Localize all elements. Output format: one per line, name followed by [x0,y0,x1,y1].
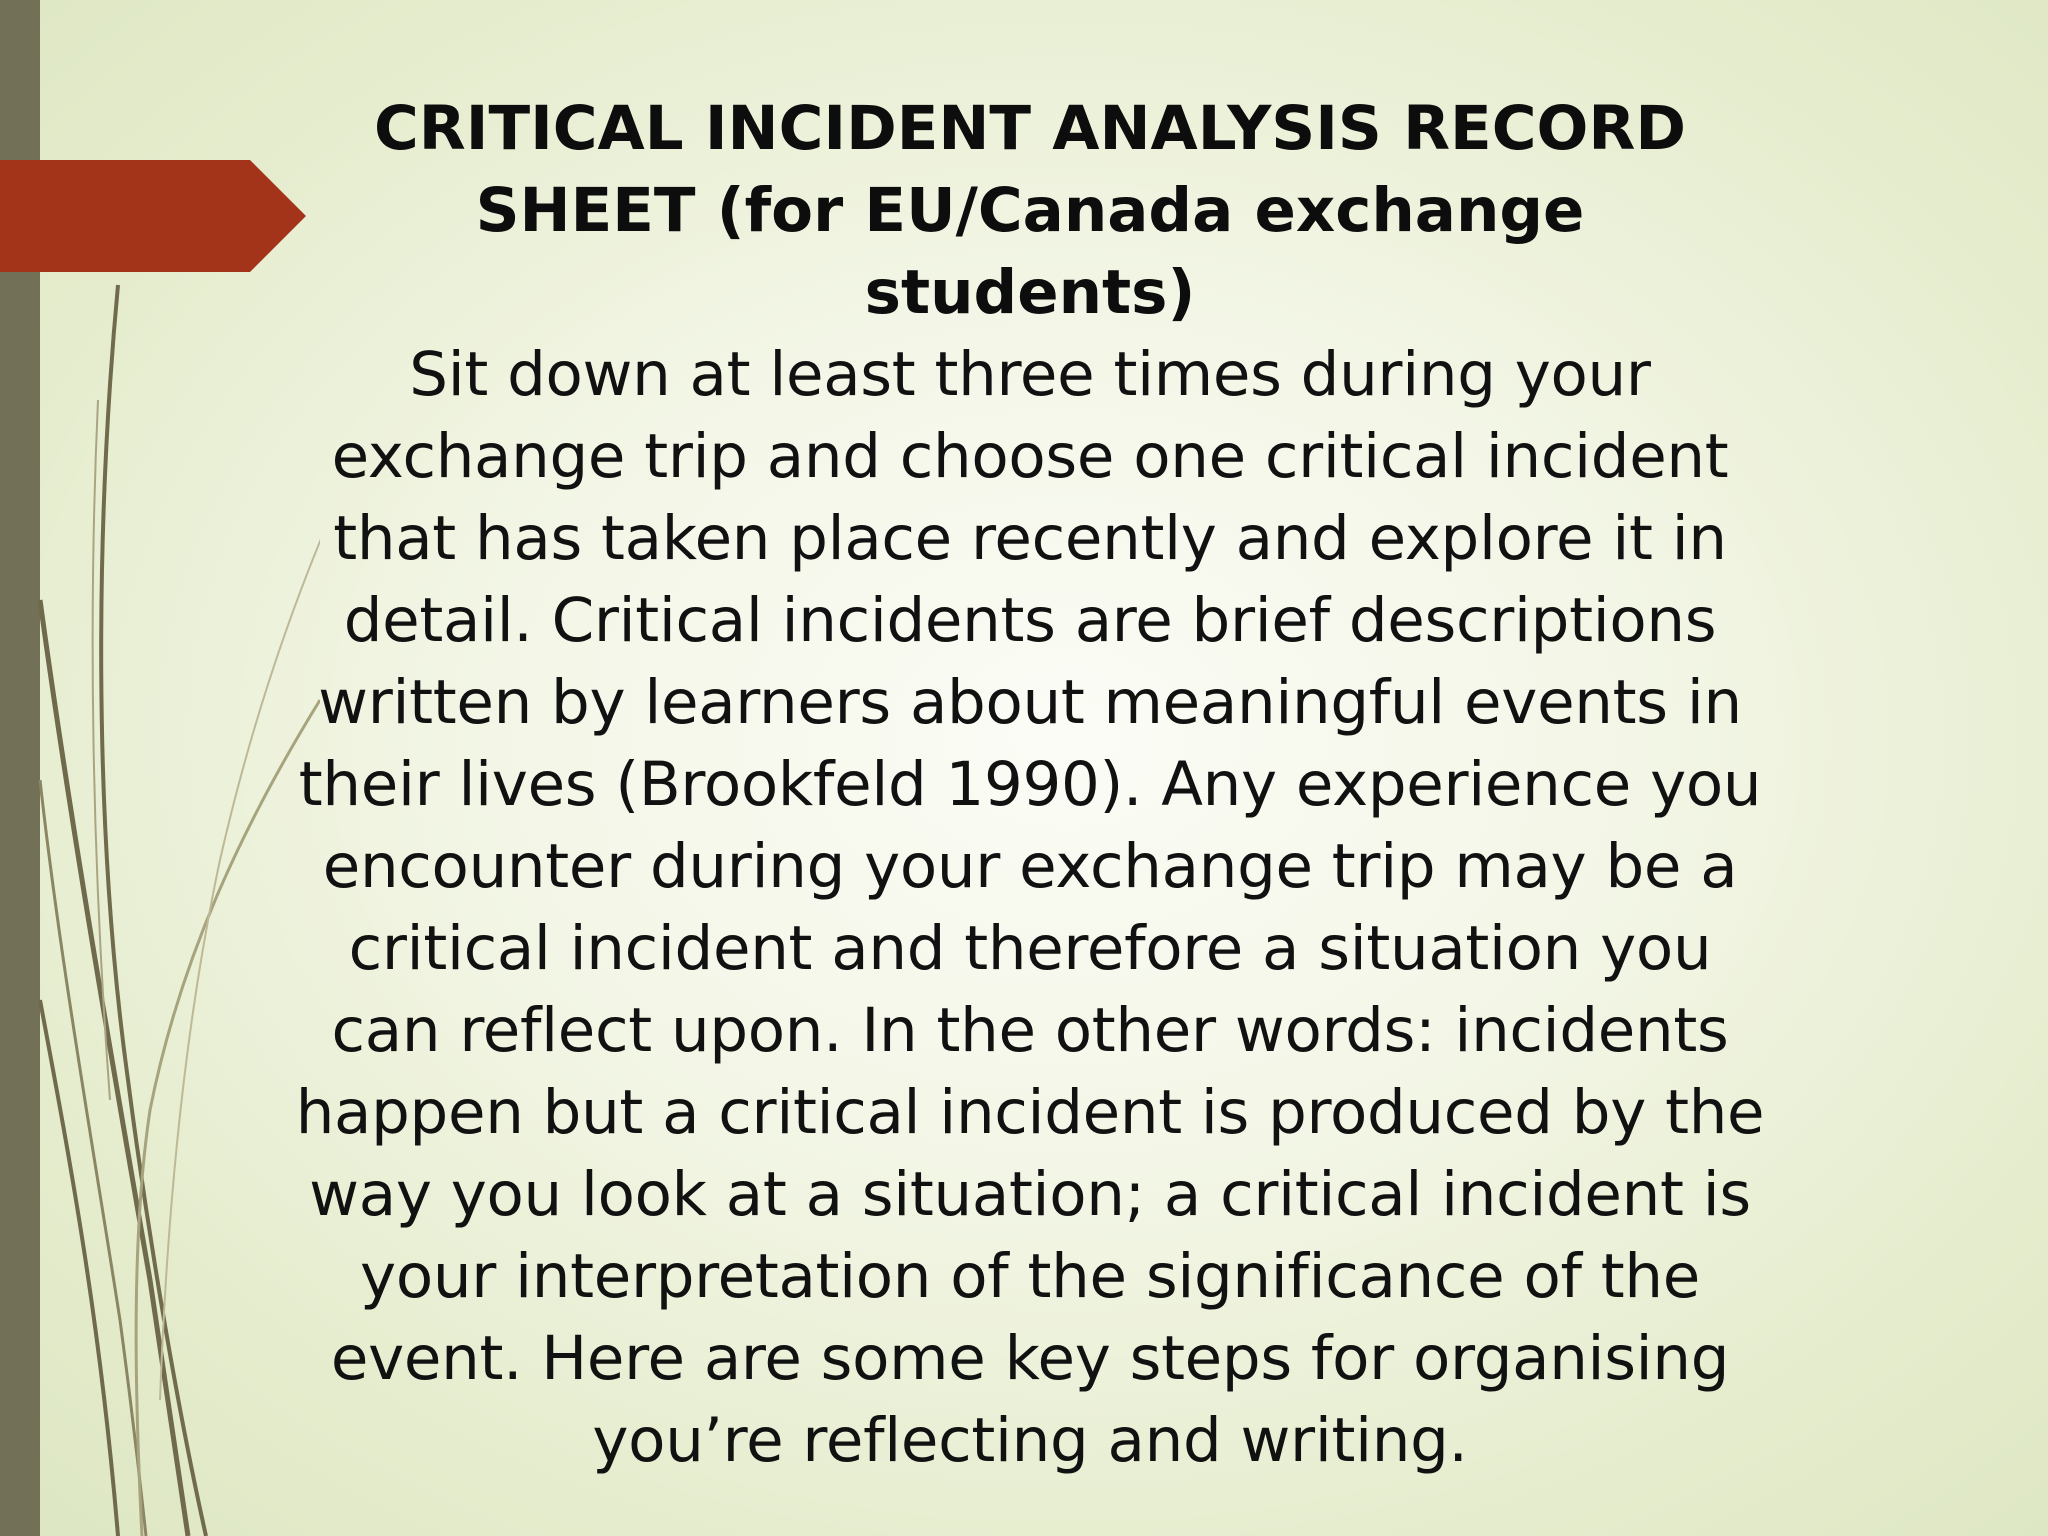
slide-title: CRITICAL INCIDENT ANALYSIS RECORD SHEET (for EU/Canada exchange students) [374,93,1686,328]
slide-content [290,88,1770,1482]
slide-body-text: Sit down at least three times during your exchange trip and choose one critical incident that has taken place recently and explore it in detail. Critical incidents are brief descriptions written by learners about meaningful events in their lives (Brookfeld 1990). Any experience you encounter during your exchange trip may be a critical incident and therefore a situation you can reflect upon. In the other words: incidents happen but a critical incident is produced by the way you look at a situation; a critical incident is your interpretation of the significance of the event. Here are some key steps for organising you’re reflecting and writing. [295,339,1765,1476]
red-arrow-banner-icon [0,160,306,272]
